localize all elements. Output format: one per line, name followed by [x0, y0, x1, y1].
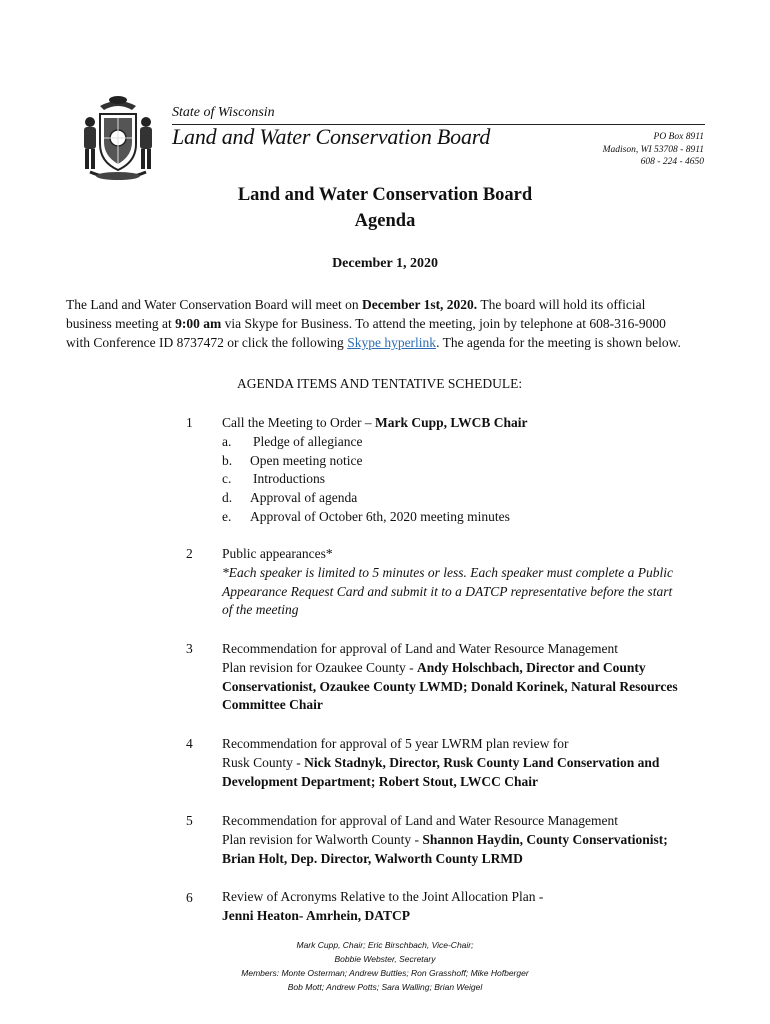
item-number: 6: [186, 890, 193, 905]
item-presenter: Jenni Heaton- Amrhein, DATCP: [222, 907, 410, 923]
wisconsin-state-seal-icon: [70, 92, 166, 184]
intro-text: . The agenda for the meeting is shown below.: [436, 335, 681, 350]
intro-text: The Land and Water Conservation Board will meet on: [66, 297, 362, 312]
item-presenter: Brian Holt, Dep. Director, Walworth County LRMD: [222, 850, 523, 866]
agenda-item-3: [222, 640, 707, 715]
agenda-item-5: [222, 812, 707, 868]
item-number: 2: [186, 546, 193, 561]
item-presenter: Andy Holschbach, Director and County: [416, 659, 646, 675]
item-note: *Each speaker is limited to 5 minutes or less. Each speaker must complete a Public: [222, 564, 674, 580]
item-presenter: Committee Chair: [222, 697, 323, 713]
address-city: Madison, WI 53708 - 8911: [602, 144, 704, 155]
item-presenter: Conservationist, Ozaukee County LWMD; Donald Korinek, Natural Resources: [222, 678, 678, 694]
item-text: Rusk County -: [222, 754, 305, 770]
intro-time: 9:00 am: [175, 316, 222, 331]
sub-item: b. Open meeting notice: [222, 452, 363, 468]
item-note: Appearance Request Card and submit it to a DATCP representative before the start: [222, 583, 673, 599]
item-presenter: Shannon Haydin, County Conservationist;: [422, 831, 668, 847]
item-presenter: Mark Cupp, LWCB Chair: [374, 415, 528, 430]
item-text: Plan revision for Ozaukee County -: [222, 659, 417, 675]
intro-text: business meeting at: [66, 316, 176, 331]
item-text: Recommendation for approval of 5 year LWRM plan review for: [222, 736, 569, 751]
mailing-address: [603, 131, 704, 169]
intro-paragraph: [66, 295, 716, 352]
intro-date: December 1st, 2020.: [361, 297, 478, 312]
schedule-heading: AGENDA ITEMS AND TENTATIVE SCHEDULE:: [237, 376, 523, 391]
item-text: Recommendation for approval of Land and Water Resource Management: [222, 641, 619, 656]
item-number: 3: [186, 641, 193, 656]
footer-line: Mark Cupp, Chair; Eric Birschbach, Vice-Chair;: [296, 940, 474, 950]
item-presenter: Development Department; Robert Stout, LWCC Chair: [222, 773, 538, 789]
footer-line: Bob Mott; Andrew Potts; Sara Walling; Brian Weigel: [287, 982, 483, 992]
sub-item: a. Pledge of allegiance: [222, 433, 363, 449]
footer-line: Bobbie Webster, Secretary: [334, 954, 436, 964]
item-presenter: Nick Stadnyk, Director, Rusk County Land Conservation and: [304, 754, 660, 770]
agenda-item-1: [222, 414, 707, 527]
sub-item: c. Introductions: [222, 471, 325, 487]
item-text: Review of Acronyms Relative to the Joint Allocation Plan -: [222, 889, 544, 904]
address-po-box: PO Box 8911: [653, 132, 704, 142]
sub-item: e. Approval of October 6th, 2020 meeting minutes: [222, 508, 510, 524]
item-text: Public appearances*: [222, 546, 333, 561]
item-text: Call the Meeting to Order –: [222, 415, 375, 430]
address-phone: 608 - 224 - 4650: [640, 157, 704, 167]
document-title: Land and Water Conservation Board: [237, 185, 533, 205]
item-number: 5: [186, 813, 193, 828]
meeting-date: December 1, 2020: [332, 256, 438, 271]
sub-item: d. Approval of agenda: [222, 490, 358, 506]
agenda-item-2: [222, 545, 707, 620]
item-note: of the meeting: [222, 602, 299, 618]
intro-text: with Conference ID 8737472 or click the following: [66, 335, 348, 350]
intro-text: via Skype for Business. To attend the meeting, join by telephone at 608-316-9000: [221, 316, 666, 331]
intro-text: The board will hold its official: [477, 297, 646, 312]
agenda-item-4: [222, 735, 707, 791]
item-text: Recommendation for approval of Land and Water Resource Management: [222, 813, 619, 828]
board-members-footer: [0, 938, 770, 994]
item-text: Plan revision for Walworth County -: [222, 831, 423, 847]
state-name: State of Wisconsin: [172, 105, 275, 120]
agenda-item-6: [222, 888, 707, 926]
item-number: 4: [186, 736, 193, 751]
skype-hyperlink[interactable]: Skype hyperlink: [347, 335, 437, 350]
item-number: 1: [186, 415, 193, 430]
board-name: Land and Water Conservation Board: [172, 124, 491, 149]
document-subtitle: Agenda: [354, 211, 416, 231]
footer-line: Members: Monte Osterman; Andrew Buttles; Ron Grasshoff; Mike Hofberger: [241, 968, 529, 978]
